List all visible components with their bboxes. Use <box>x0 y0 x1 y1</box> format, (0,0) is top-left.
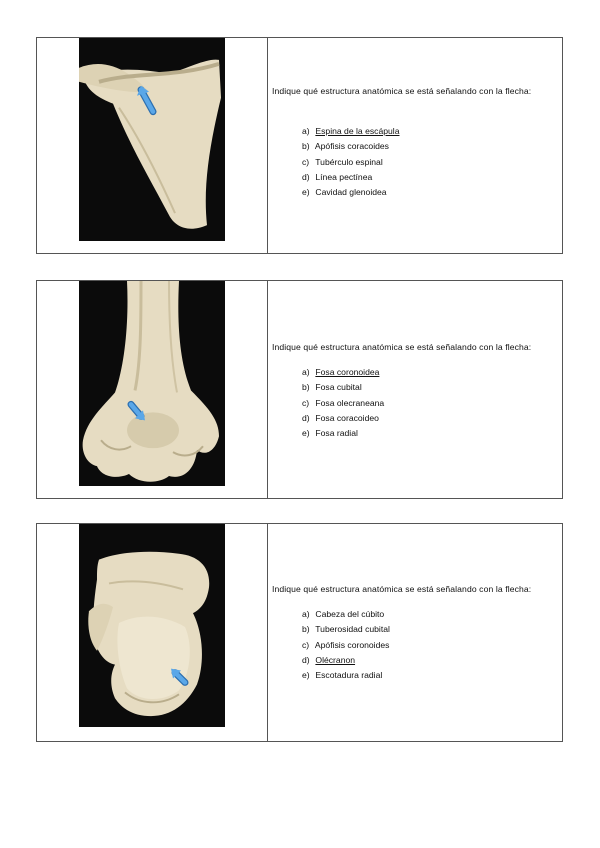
question-text: Indique qué estructura anatómica se está señalando con la flecha: <box>272 342 532 352</box>
answer-options <box>302 365 384 441</box>
question-cell <box>272 524 556 741</box>
image-cell <box>37 524 268 741</box>
option-b[interactable]: b) Tuberosidad cubital <box>302 624 390 635</box>
question-cell <box>272 38 556 253</box>
option-a[interactable]: a) Fosa coronoidea <box>302 367 380 377</box>
question-text: Indique qué estructura anatómica se está señalando con la flecha: <box>272 584 532 594</box>
answer-options <box>302 607 390 683</box>
option-b[interactable]: b) Apófisis coracoides <box>302 141 389 152</box>
option-b[interactable]: b) Fosa cubital <box>302 382 362 393</box>
option-a[interactable]: a) Espina de la escápula <box>302 126 400 136</box>
option-c[interactable]: c) Fosa olecraneana <box>302 397 385 408</box>
option-d[interactable]: d) Olécranon <box>302 654 356 665</box>
scapula-spine-photo <box>79 38 225 241</box>
question-card-1 <box>36 37 563 254</box>
ulna-olecranon-photo <box>79 524 225 727</box>
distal-humerus-photo <box>79 281 225 486</box>
option-e[interactable]: e) Cavidad glenoidea <box>302 187 387 198</box>
question-card-2 <box>36 280 563 499</box>
option-d[interactable]: d) Línea pectínea <box>302 171 373 182</box>
option-a[interactable]: a) Cabeza del cúbito <box>302 609 385 619</box>
option-d[interactable]: d) Fosa coracoideo <box>302 412 379 423</box>
option-c[interactable]: c) Tubérculo espinal <box>302 156 383 167</box>
option-e[interactable]: e) Fosa radial <box>302 428 358 439</box>
answer-options <box>302 124 399 200</box>
image-cell <box>37 38 268 253</box>
question-text: Indique qué estructura anatómica se está señalando con la flecha: <box>272 86 532 96</box>
option-e[interactable]: e) Escotadura radial <box>302 670 383 681</box>
question-card-3 <box>36 523 563 742</box>
image-cell <box>37 281 268 498</box>
question-cell <box>272 281 556 498</box>
option-c[interactable]: c) Apófisis coronoides <box>302 639 390 650</box>
